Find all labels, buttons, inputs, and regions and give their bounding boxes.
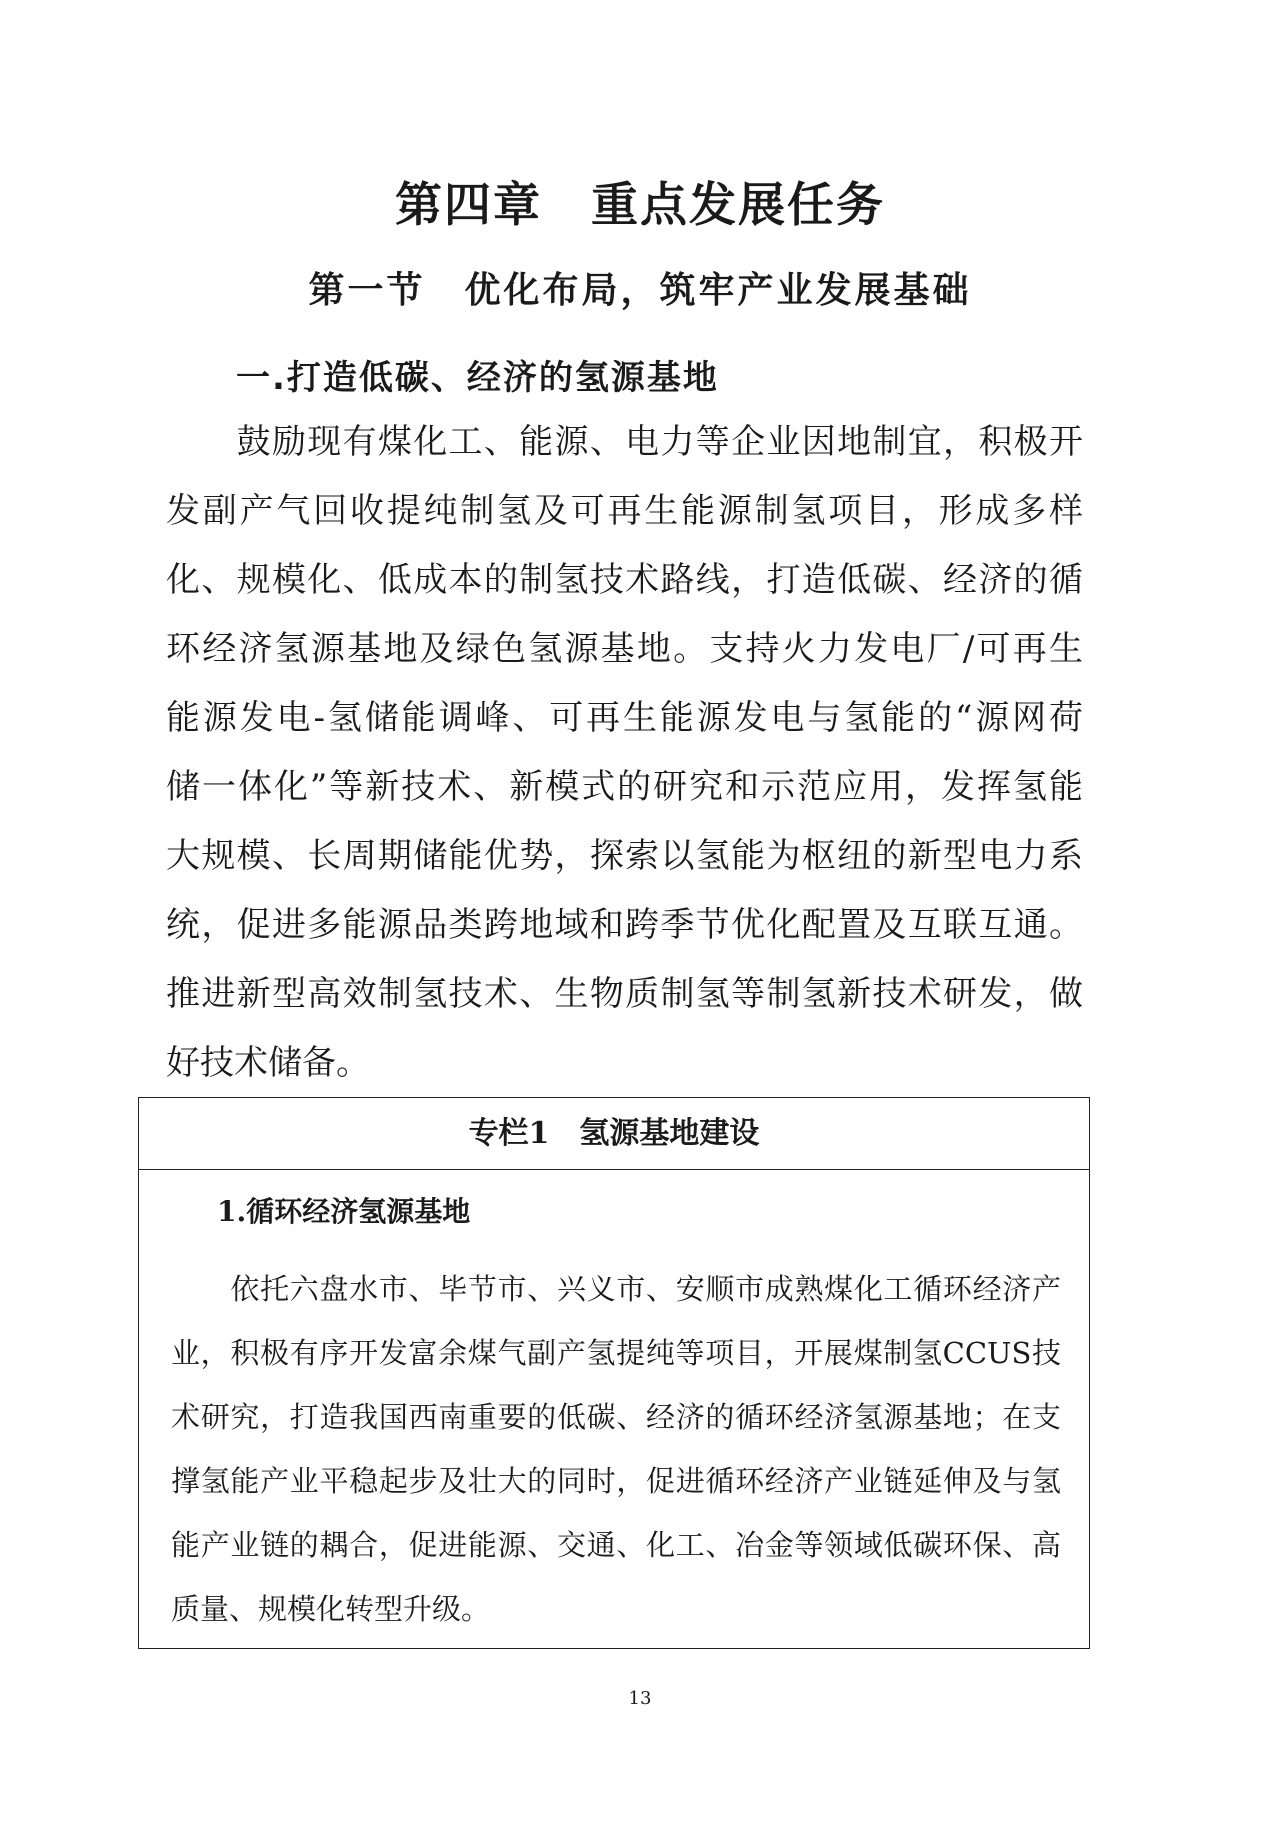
box-line: 能产业链的耦合，促进能源、交通、化工、冶金等领域低碳环保、高 [171,1528,1061,1562]
paragraph-line: 环经济氢源基地及绿色氢源基地。支持火力发电厂/可再生 [166,629,1083,669]
paragraph-line: 化、规模化、低成本的制氢技术路线，打造低碳、经济的循 [166,560,1083,600]
box-line: 质量、规模化转型升级。 [171,1592,491,1626]
paragraph-line: 能源发电-氢储能调峰、可再生能源发电与氢能的“源网荷 [166,698,1083,738]
box-line: 术研究，打造我国西南重要的低碳、经济的循环经济氢源基地；在支 [171,1400,1061,1434]
section-title: 第一节 优化布局，筑牢产业发展基础 [308,270,972,311]
box-line: 依托六盘水市、毕节市、兴义市、安顺市成熟煤化工循环经济产 [171,1272,1061,1306]
paragraph-line: 发副产气回收提纯制氢及可再生能源制氢项目，形成多样 [166,491,1083,531]
box-heading: 专栏1 氢源基地建设 [139,1098,1089,1170]
paragraph-line: 鼓励现有煤化工、能源、电力等企业因地制宜，积极开 [166,422,1083,462]
box-subtitle: 1.循环经济氢源基地 [217,1195,471,1228]
feature-box [138,1097,1090,1649]
paragraph-line: 储一体化”等新技术、新模式的研究和示范应用，发挥氢能 [166,767,1083,807]
paragraph-line: 统，促进多能源品类跨地域和跨季节优化配置及互联互通。 [166,905,1083,945]
subsection-title: 一.打造低碳、经济的氢源基地 [236,358,719,398]
paragraph-line: 大规模、长周期储能优势，探索以氢能为枢纽的新型电力系 [166,836,1083,876]
paragraph-line: 推进新型高效制氢技术、生物质制氢等制氢新技术研发，做 [166,974,1083,1014]
paragraph-line: 好技术储备。 [166,1043,370,1083]
box-line: 撑氢能产业平稳起步及壮大的同时，促进循环经济产业链延伸及与氢 [171,1464,1061,1498]
page-number: 13 [628,1688,652,1709]
chapter-title: 第四章 重点发展任务 [395,178,885,233]
box-line: 业，积极有序开发富余煤气副产氢提纯等项目，开展煤制氢CCUS技 [171,1336,1061,1370]
